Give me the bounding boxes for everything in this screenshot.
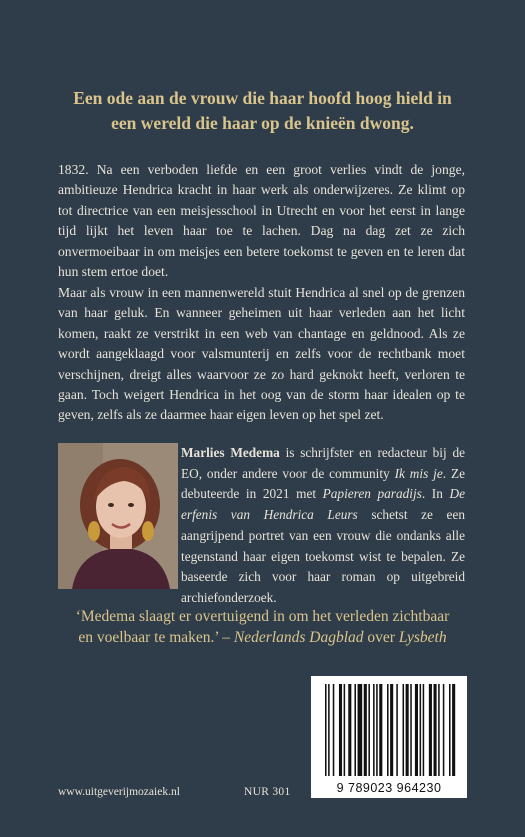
quote-line-1: ‘Medema slaagt er overtuigend in om het verleden zichtbaar (75, 608, 450, 625)
book-title: De erfenis van Hendrica Leurs (181, 486, 466, 523)
bio-text: . In (421, 486, 450, 502)
review-source: Nederlands Dagblad (233, 629, 364, 646)
isbn-number: 9 789023 964230 (336, 781, 442, 795)
author-photo (58, 443, 178, 589)
blurb-paragraph-1: 1832. Na een verboden liefde en een groot verlies vindt de jonge, ambitieuze Hendrica kracht in haar werk als onderwijzeres. Ze klimt op tot directrice van een meisjesschool in Utrecht en voor het eerst in lange tijd lijkt het leven haar toe te lachen. Dag na dag zet ze zich onvermoeibaar in om meisjes een betere toekomst te geven en te leren dat hun stem ertoe doet. (58, 162, 465, 280)
quote-text: en voelbaar te maken.’ – (78, 629, 234, 646)
tagline-line-2: een wereld die haar op de knieën dwong. (111, 113, 414, 133)
isbn-barcode (311, 676, 467, 798)
community-name: Ik mis je (394, 465, 443, 481)
debut-title: Papieren paradijs (322, 486, 422, 502)
author-name: Marlies Medema (181, 445, 280, 460)
barcode-bars (311, 676, 467, 798)
publisher-url[interactable]: www.uitgeverijmozaiek.nl (58, 786, 180, 798)
author-bio (181, 443, 465, 609)
tagline-line-1: Een ode aan de vrouw die haar hoofd hoog hield in (73, 88, 452, 108)
reviewed-title: Lysbeth (398, 629, 447, 646)
quote-text: over (363, 629, 399, 646)
blurb-paragraph-2: Maar als vrouw in een mannenwereld stuit Hendrica al snel op de grenzen van haar geluk. En wanneer geheimen uit haar verleden aan het licht komen, raakt ze verstrikt in een web van chantage en geldnood. Als ze wordt aangeklaagd voor valsmunterij en zelfs voor de rechtbank moet verschijnen, dreigt alles waarvoor ze zo hard geknokt heeft, verloren te gaan. Toch weigert Hendrica in het oog van de storm haar idealen op te geven, zelfs als ze daarmee haar eigen leven op het spel zet. (58, 285, 465, 423)
bio-text: schetst ze een aangrijpend portret van een vrouw die ondanks alle tegenstand haar eigen toekomst wist te bepalen. Ze baseerde zich voor haar roman op uitgebreid archiefonderzoek. (181, 507, 465, 605)
quote-line-2 (40, 627, 485, 648)
review-quote (40, 606, 485, 648)
bio-text: is schrijfster en redacteur bij de EO, onder andere voor de community (181, 445, 465, 481)
bio-text: . Ze debuteerde in 2021 met (181, 465, 465, 502)
nur-code: NUR 301 (244, 786, 291, 798)
author-section (58, 443, 466, 605)
tagline (40, 86, 485, 136)
